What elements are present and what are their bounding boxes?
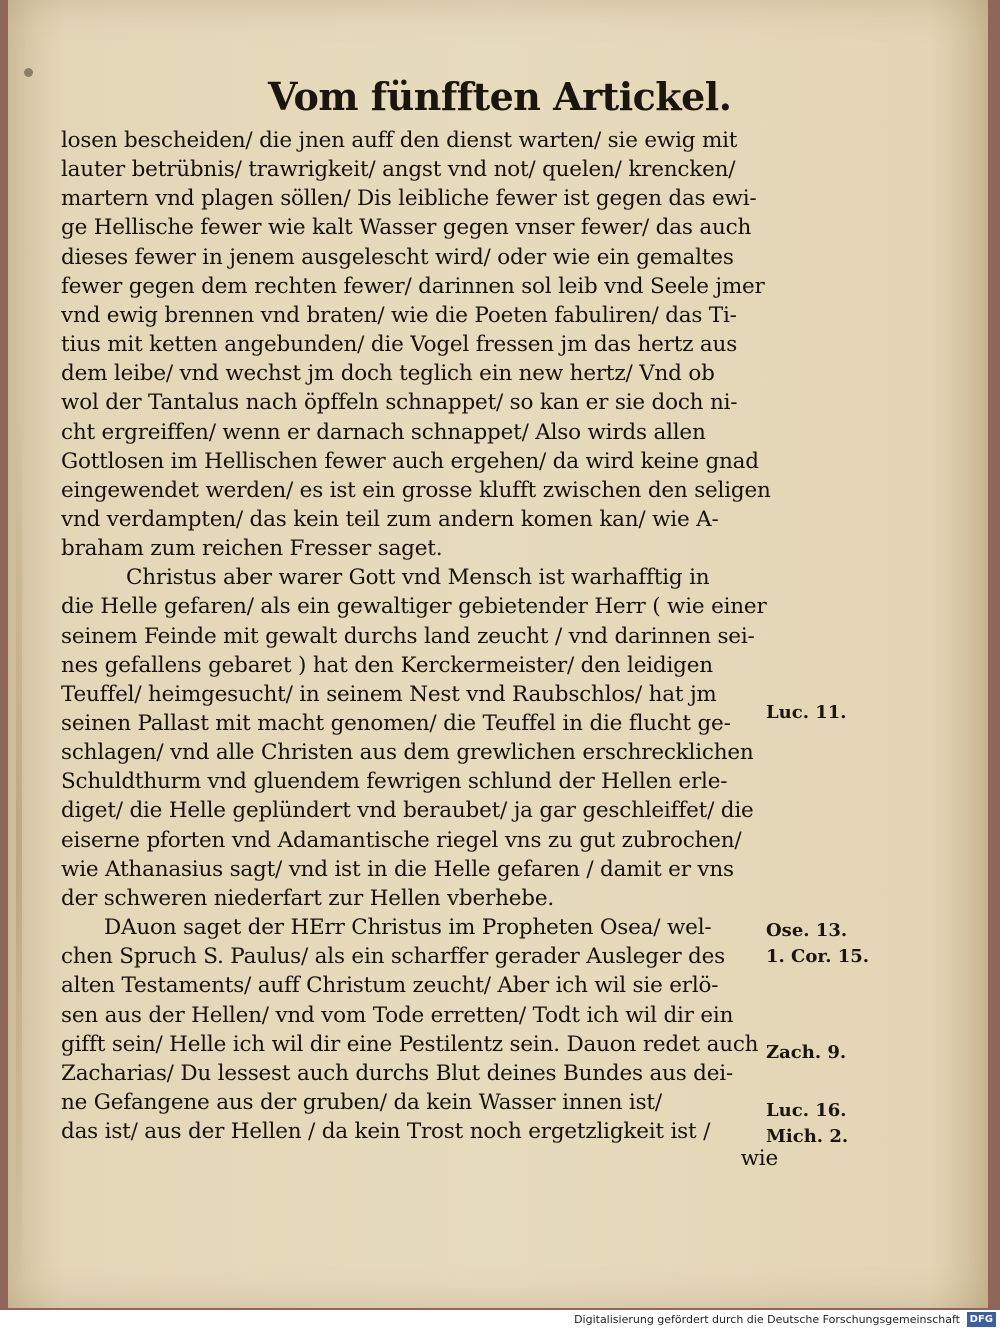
dfg-logo: DFG	[967, 1312, 996, 1327]
footer-bar	[0, 1310, 1000, 1330]
text-line: ge Hellische fewer wie kalt Wasser gegen vnser fewer/ das auch	[61, 215, 752, 241]
margin-note: Ose. 13.	[766, 920, 848, 941]
text-line: das ist/ aus der Hellen / da kein Trost noch ergetzligkeit ist /	[61, 1119, 711, 1145]
funding-credit: Digitalisierung gefördert durch die Deutsche Forschungsgemeinschaft	[574, 1313, 960, 1326]
text-line: nes gefallens gebaret ) hat den Kerckermeister/ den leidigen	[61, 652, 713, 678]
text-line: wie Athanasius sagt/ vnd ist in die Helle gefaren / damit er vns	[61, 856, 734, 882]
text-line: chen Spruch S. Paulus/ als ein scharffer gerader Ausleger des	[61, 944, 725, 970]
text-line: DAuon saget der HErr Christus im Propheten Osea/ wel-	[104, 915, 712, 940]
margin-note: Luc. 16.	[766, 1100, 847, 1121]
text-line: dem leibe/ vnd wechst jm doch teglich ein new hertz/ Vnd ob	[61, 361, 715, 387]
text-line: alten Testaments/ auff Christum zeucht/ Aber ich wil sie erlö-	[61, 973, 719, 999]
text-line: losen bescheiden/ die jnen auff den dienst warten/ sie ewig mit	[61, 128, 738, 153]
text-line: eingewendet werden/ es ist ein grosse klufft zwischen den seligen	[61, 477, 771, 503]
text-line: Zacharias/ Du lessest auch durchs Blut deines Bundes aus dei-	[61, 1060, 733, 1086]
text-line: wol der Tantalus nach öpffeln schnappet/ so kan er sie doch ni-	[61, 390, 738, 416]
text-line: seinen Pallast mit macht genomen/ die Teuffel in die flucht ge-	[61, 711, 731, 736]
text-line: diget/ die Helle geplündert vnd beraubet/ ja gar geschleiffet/ die	[61, 798, 754, 824]
text-line: braham zum reichen Fresser saget.	[61, 536, 443, 562]
text-line: vnd verdampten/ das kein teil zum andern komen kan/ wie A-	[61, 506, 719, 532]
text-line: fewer gegen dem rechten fewer/ darinnen sol leib vnd Seele jmer	[61, 273, 765, 299]
text-line: Christus aber warer Gott vnd Mensch ist warhafftig in	[126, 565, 710, 591]
text-line: schlagen/ vnd alle Christen aus dem grewlichen erschrecklichen	[61, 740, 754, 766]
text-line: seinem Feinde mit gewalt durchs land zeucht / vnd darinnen sei-	[61, 623, 755, 649]
text-line: dieses fewer in jenem ausgelescht wird/ oder wie ein gemaltes	[61, 244, 734, 270]
text-line: der schweren niederfart zur Hellen vberhebe.	[61, 885, 554, 911]
text-line: ne Gefangene aus der gruben/ da kein Wasser innen ist/	[61, 1089, 662, 1115]
page-edge-stain	[16, 420, 22, 1280]
text-line: Gottlosen im Hellischen fewer auch ergehen/ da wird keine gnad	[61, 448, 759, 474]
text-line: martern vnd plagen söllen/ Dis leibliche fewer ist gegen das ewi-	[61, 186, 757, 212]
running-head: Vom fünfften Artickel.	[268, 74, 732, 119]
text-line: Schuldthurm vnd gluendem fewrigen schlund der Hellen erle-	[61, 769, 728, 795]
text-line: tius mit ketten angebunden/ die Vogel fressen jm das hertz aus	[61, 332, 738, 357]
text-line: lauter betrübnis/ trawrigkeit/ angst vnd not/ quelen/ krencken/	[61, 157, 736, 183]
book-page	[8, 0, 988, 1308]
text-line: Teuffel/ heimgesucht/ in seinem Nest vnd Raubschlos/ hat jm	[61, 681, 717, 707]
text-line: eiserne pforten vnd Adamantische riegel vns zu gut zubrochen/	[61, 827, 742, 853]
text-line: vnd ewig brennen vnd braten/ wie die Poeten fabuliren/ das Ti-	[61, 302, 737, 328]
binding-hole-mark	[24, 68, 33, 77]
margin-note: Mich. 2.	[766, 1126, 849, 1147]
margin-note: Zach. 9.	[766, 1042, 847, 1063]
text-line: gifft sein/ Helle ich wil dir eine Pestilentz sein. Dauon redet auch	[61, 1031, 759, 1057]
text-line: die Helle gefaren/ als ein gewaltiger gebietender Herr ( wie einer	[61, 594, 767, 620]
text-line: sen aus der Hellen/ vnd vom Tode erretten/ Todt ich wil dir ein	[61, 1002, 734, 1028]
margin-note: Luc. 11.	[766, 702, 847, 723]
catchword: wie	[740, 1146, 778, 1171]
margin-note: 1. Cor. 15.	[766, 946, 870, 967]
text-line: cht ergreiffen/ wenn er darnach schnappet/ Also wirds allen	[61, 419, 706, 445]
